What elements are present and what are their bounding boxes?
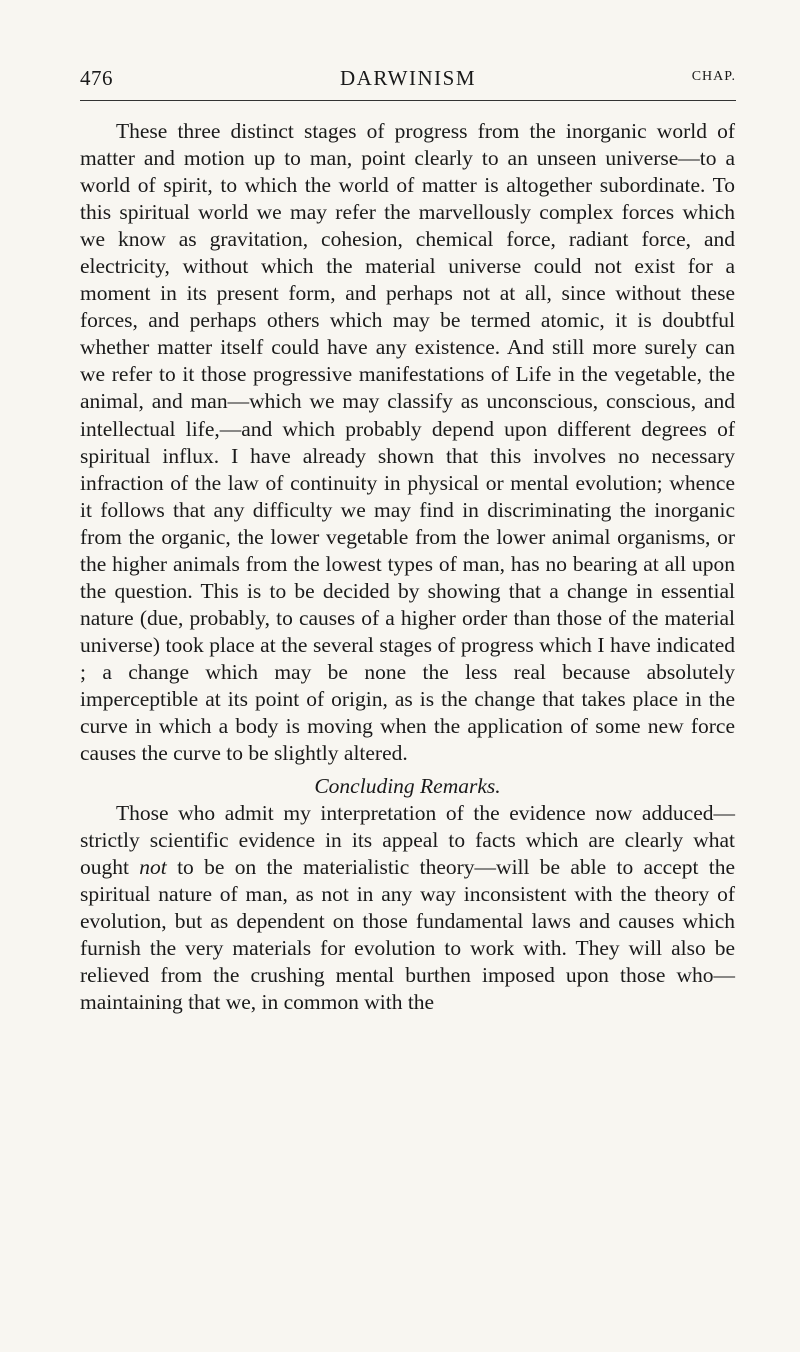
header-rule (80, 100, 736, 101)
chapter-label: CHAP. (691, 69, 736, 84)
body-text (80, 118, 735, 1017)
emphasis-not: not (139, 855, 167, 880)
paragraph-concluding-remarks (80, 800, 735, 1016)
page-number: 476 (80, 66, 113, 90)
section-heading: Concluding Remarks. (314, 774, 501, 799)
paragraph-text-after-emphasis: to be on the materialistic theory—will be able to accept the spiritual nature of man, as not in any way inconsistent with the theory of evolution, but as dependent on those fundamental laws and causes which furnish the very materials for evolution to work with. They will also be relieved from the crushing mental burthen imposed upon those who—maintaining that we, in common with the (80, 855, 735, 1015)
running-title: DARWINISM (339, 66, 476, 90)
running-head (80, 66, 736, 94)
paragraph-text-before-emphasis: Those who admit my interpretation of the evidence now adduced—strictly scientific evidence in its appeal to facts which are clearly what ought (80, 801, 735, 880)
paragraph-progress-stages: These three distinct stages of progress from the inorganic world of matter and motion up to man, point clearly to an unseen universe—to a world of spirit, to which the world of matter is altogether subordinate. To this spiritual world we may refer the marvellously complex forces which we know as gravitation, cohesion, chemical force, radiant force, and electricity, without which the material universe could not exist for a moment in its present form, and perhaps not at all, since without these forces, and perhaps others which may be termed atomic, it is doubtful whether matter itself could have any existence. And still more surely can we refer to it those progressive manifestations of Life in the vegetable, the animal, and man—which we may classify as unconscious, conscious, and intellectual life,—and which probably depend upon different degrees of spiritual influx. I have already shown that this involves no necessary infraction of the law of continuity in physical or mental evolution; whence it follows that any difficulty we may find in discriminating the inorganic from the organic, the lower vegetable from the lower animal organisms, or the higher animals from the lowest types of man, has no bearing at all upon the question. This is to be decided by showing that a change in essential nature (due, probably, to causes of a higher order than those of the material universe) took place at the several stages of progress which I have indicated ; a change which may be none the less real because absolutely imperceptible at its point of origin, as is the change that takes place in the curve in which a body is moving when the application of some new force causes the curve to be slightly altered. (80, 119, 735, 766)
